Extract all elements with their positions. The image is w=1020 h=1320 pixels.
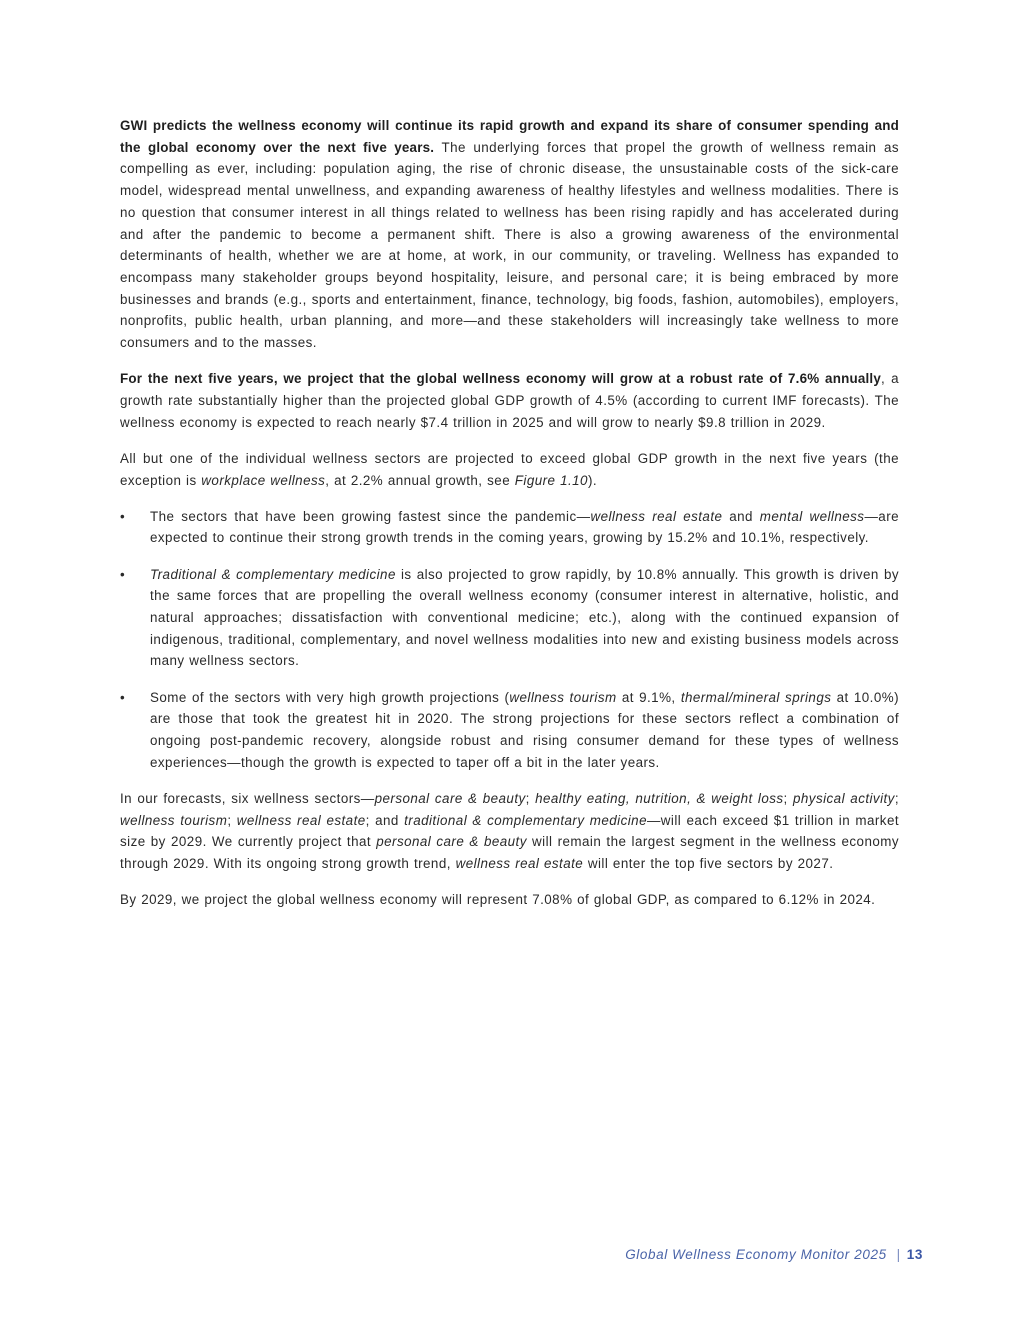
bold-text: GWI predicts the wellness economy will continue its rapid growth and expand its share of consumer spending and the global economy over the next five years.	[120, 118, 899, 155]
italic-text: traditional & complementary medicine	[404, 812, 647, 828]
italic-text: mental wellness	[759, 508, 865, 524]
text-run: By 2029, we project the global wellness economy will represent 7.08% of global GDP, as compared to 6.12% in 2024.	[120, 892, 876, 908]
italic-text: wellness real estate	[590, 508, 723, 524]
text-run: —will each exceed $1 trillion in market size by 2029. We currently project that	[120, 812, 900, 850]
text-run: The underlying forces that propel the growth of wellness remain as compelling as ever, including: population aging, the rise of chronic disease, the unsustainable costs of the sick-care model, widespread mental unwellness, and expanding awareness of healthy lifestyles and wellness modalities. There is no question that consumer interest in all things related to wellness has been rising rapidly and has accelerated during and after the pandemic to become a permanent shift. There is also a growing awareness of the environmental determinants of health, whether we are at home, at work, in our community, or traveling. Wellness has expanded to encompass many stakeholder groups beyond hospitality, leisure, and personal care; it is being embraced by more businesses and brands (e.g., sports and entertainment, finance, technology, big foods, fashion, automobiles), employers, nonprofits, public health, urban planning, and more—and these stakeholders will increasingly take wellness to more consumers and to the masses.	[120, 139, 899, 351]
text-run: Some of the sectors with very high growth projections (	[150, 689, 510, 705]
text-run: at 10.0%) are those that took the greatest hit in 2020. The strong projections for these sectors reflect a combination of ongoing post-pandemic recovery, alongside robust and rising consumer demand for these types of wellness experiences—though the growth is expected to taper off a bit in the later years.	[150, 689, 899, 770]
paragraph	[120, 889, 899, 911]
text-run: The sectors that have been growing fastest since the pandemic—	[150, 508, 591, 524]
text-run: , a growth rate substantially higher than the projected global GDP growth of 4.5% (according to current IMF forecasts). The wellness economy is expected to reach nearly $7.4 trillion in 2025 and will grow to nearly $9.8 trillion in 2029.	[120, 371, 899, 430]
text-run: will enter the top five sectors by 2027.	[583, 856, 834, 872]
page-number: 13	[906, 1247, 923, 1262]
italic-text: wellness real estate	[455, 856, 584, 872]
italic-text: wellness tourism	[120, 812, 228, 828]
bullet-icon: •	[120, 566, 126, 582]
text-run: and	[722, 508, 760, 524]
body-text	[120, 115, 899, 926]
italic-text: physical activity	[793, 790, 895, 806]
bold-text: For the next five years, we project that the global wellness economy will grow at a robust rate of 7.6% annually	[120, 371, 881, 387]
bullet-item	[120, 687, 899, 774]
italic-text: personal care & beauty	[374, 790, 526, 806]
text-run: ;	[525, 790, 536, 806]
text-run: In our forecasts, six wellness sectors—	[120, 790, 375, 806]
footer-separator: |	[896, 1247, 901, 1262]
italic-text: healthy eating, nutrition, & weight loss	[535, 790, 784, 806]
italic-text: Traditional & complementary medicine	[150, 566, 396, 582]
text-run: ;	[227, 812, 237, 828]
text-run: All but one of the individual wellness sectors are projected to exceed global GDP growth in the next five years (the exception is	[120, 450, 899, 488]
publication-title: Global Wellness Economy Monitor 2025	[625, 1247, 887, 1262]
bullet-item	[120, 506, 899, 549]
bullet-icon: •	[120, 508, 126, 524]
italic-text: personal care & beauty	[376, 834, 527, 850]
page-footer	[625, 1247, 923, 1262]
paragraph	[120, 788, 899, 875]
text-run: is also projected to grow rapidly, by 10.8% annually. This growth is driven by the same forces that are propelling the overall wellness economy (consumer interest in alternative, holistic, and natural approaches; dissatisfaction with conventional medicine; etc.), along with the continued expansion of indigenous, traditional, complementary, and novel wellness modalities into new and existing business models across many wellness sectors.	[150, 566, 899, 669]
paragraph	[120, 368, 899, 433]
text-run: ; and	[365, 812, 405, 828]
text-run: ;	[783, 790, 794, 806]
italic-text: wellness real estate	[236, 812, 366, 828]
text-run: at 9.1%,	[616, 689, 681, 705]
text-run: , at 2.2% annual growth, see	[325, 472, 515, 488]
text-run: ;	[894, 790, 899, 806]
bullet-item	[120, 564, 899, 673]
italic-text: Figure 1.10	[514, 472, 588, 488]
bullet-icon: •	[120, 689, 126, 705]
italic-text: workplace wellness	[201, 472, 326, 488]
italic-text: wellness tourism	[509, 689, 617, 705]
text-run: will remain the largest segment in the wellness economy through 2029. With its ongoing strong growth trend,	[120, 834, 899, 872]
italic-text: thermal/mineral springs	[680, 689, 832, 705]
text-run: ).	[587, 472, 598, 488]
text-run: —are expected to continue their strong growth trends in the coming years, growing by 15.2% and 10.1%, respectively.	[150, 508, 899, 546]
paragraph	[120, 115, 899, 354]
paragraph	[120, 448, 899, 491]
